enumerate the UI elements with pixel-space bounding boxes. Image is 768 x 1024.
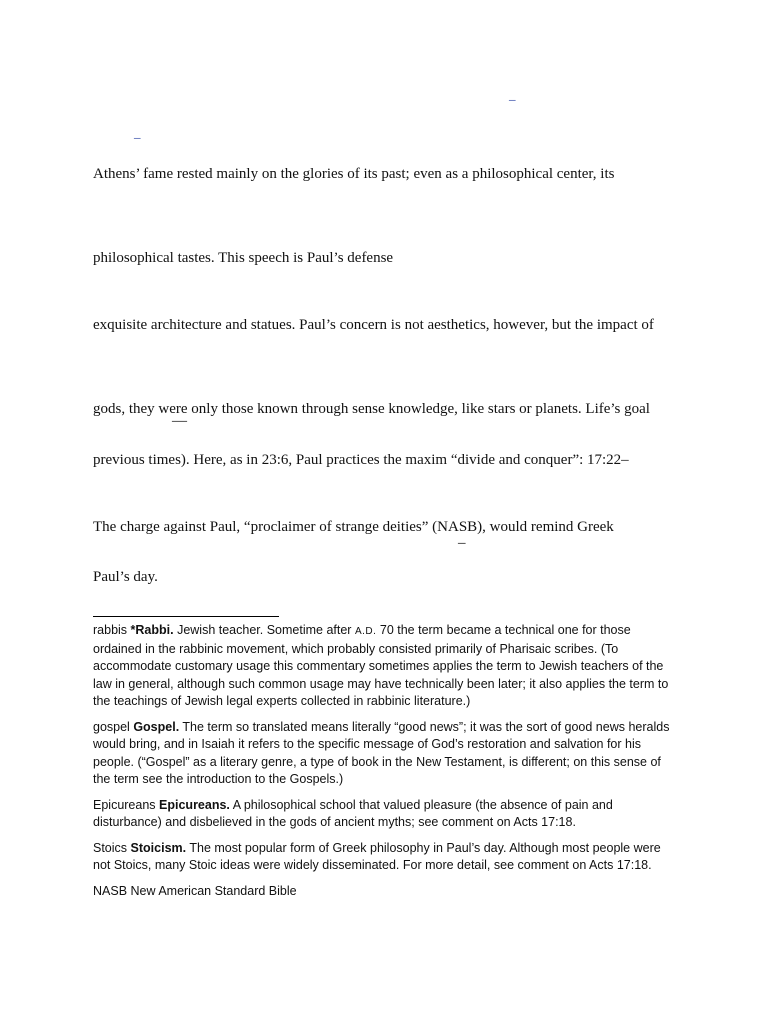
footnote-text: Jewish teacher. Sometime after — [177, 623, 355, 637]
footnote-key: Epicureans — [93, 797, 156, 812]
em-dash: — — [172, 413, 187, 429]
body-line: gods, they were only those known through sense knowledge, like stars or planets. Life’s goal — [93, 401, 650, 417]
footnote-key: NASB — [93, 883, 128, 898]
body-line: previous times). Here, as in 23:6, Paul practices the maxim “divide and conquer”: 17:22– — [93, 452, 629, 468]
footnote-key: rabbis — [93, 623, 128, 637]
footnote-separator — [93, 616, 279, 617]
footnote-key: Stoics — [93, 840, 128, 855]
footnote-text: The most popular form of Greek philosophy in Paul’s day. Although most people were not Stoics, many Stoic ideas were widely disseminated. For more detail, see comment on Acts 17:18. — [93, 840, 661, 872]
footnote-gospel — [93, 719, 678, 789]
en-dash: – — [458, 535, 466, 551]
footnote-marker[interactable]: _ — [509, 87, 516, 102]
footnote-nasb — [93, 883, 678, 901]
footnote-text: 70 the term became a technical one for those ordained in the rabbinic movement, which probably consisted primarily of Pharisaic scribes. (To accommodate customary usage this commentary sometimes applies the term to Jewish teachers of the law in general, although such common usage may have technically been later; it also applies the term to the teachings of Jewish legal experts collected in rabbinic literature.) — [93, 623, 669, 708]
body-line: exquisite architecture and statues. Paul’s concern is not aesthetics, however, but the impact of — [93, 317, 654, 333]
footnote-term: Epicureans. — [159, 797, 230, 812]
footnote-rabbis — [93, 622, 678, 711]
footnotes — [93, 622, 678, 908]
body-line: philosophical tastes. This speech is Paul’s defense — [93, 250, 394, 266]
footnote-text: New American Standard Bible — [130, 883, 297, 898]
footnote-term: Gospel. — [133, 719, 180, 734]
body-line: The charge against Paul, “proclaimer of strange deities” (NASB), would remind Greek — [93, 519, 614, 535]
body-line: Athens’ fame rested mainly on the glories of its past; even as a philosophical center, its — [93, 166, 615, 182]
footnote-text: A philosophical school that valued pleasure (the absence of pain and disturbance) and disbelieved in the gods of ancient myths; see comment on Acts 17:18. — [93, 797, 613, 829]
footnote-text: The term so translated means literally “good news”; it was the sort of good news heralds would bring, and in Isaiah it refers to the specific message of God’s restoration and salvation for his people. (“Gospel” as a literary genre, a type of book in the New Testament, is different; on this sense of the term see the introduction to the Gospels.) — [93, 719, 670, 786]
footnote-stoics — [93, 840, 678, 875]
footnote-key: gospel — [93, 719, 130, 734]
body-line: Paul’s day. — [93, 569, 158, 585]
footnote-marker[interactable]: _ — [134, 125, 141, 140]
small-caps-era: A.D. — [354, 626, 377, 637]
footnote-term: Stoicism. — [130, 840, 187, 855]
footnote-term: *Rabbi. — [130, 623, 174, 637]
footnote-epicureans — [93, 797, 678, 832]
